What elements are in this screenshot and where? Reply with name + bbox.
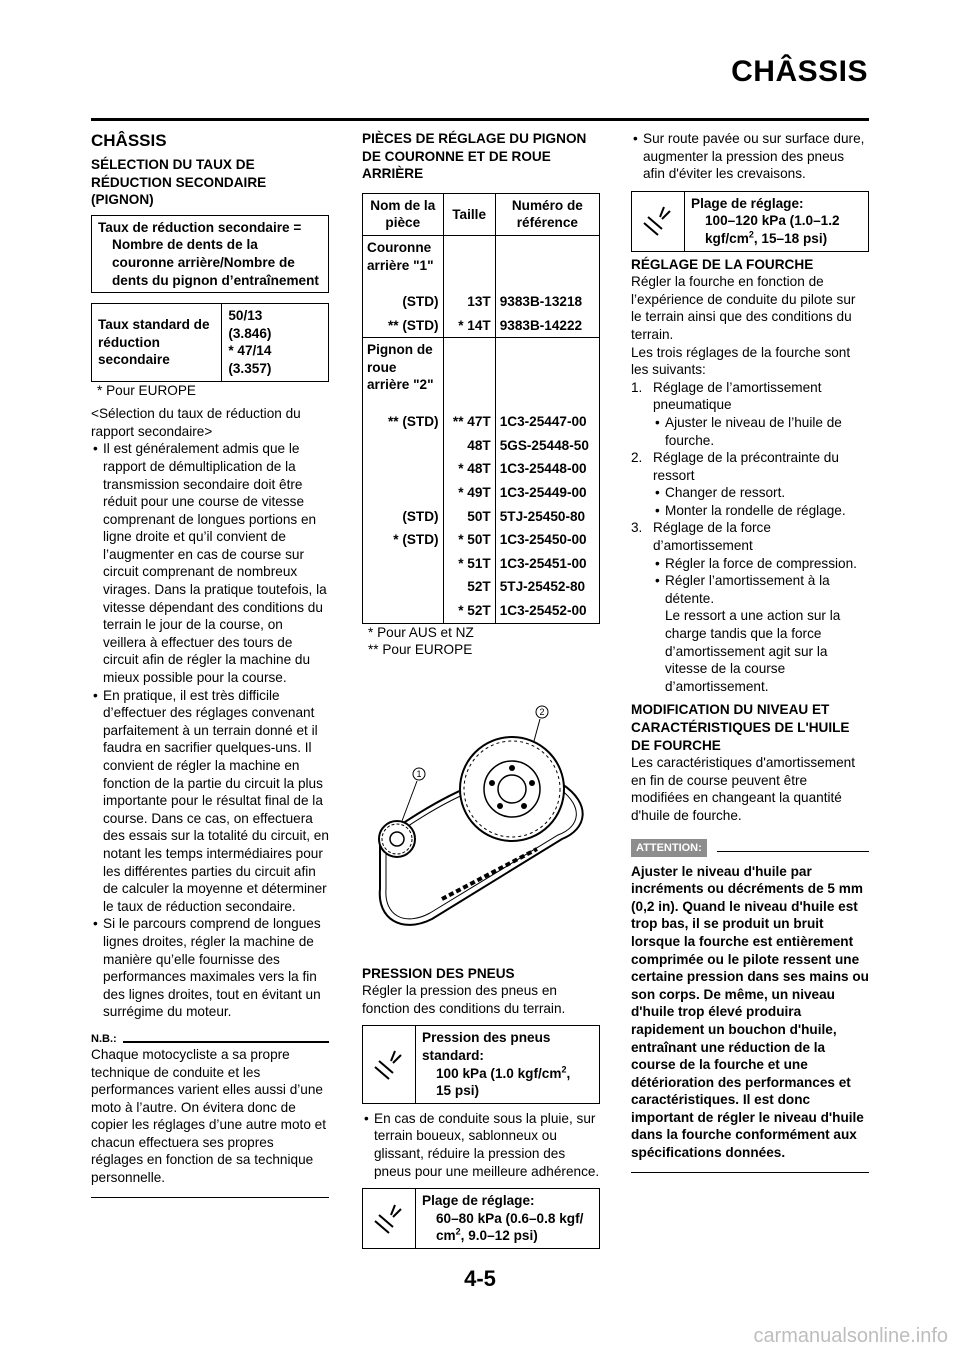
- bullet-item: • Si le parcours comprend de longues lignes droites, régler la machine de manière qu’elle fournisse des performances maximales vers la fin des lignes droites, tout en évitant un surrégime du moteur.: [91, 915, 329, 1021]
- row-ref: 1C3-25449-00: [495, 481, 599, 505]
- attention-end-rule: [631, 1172, 869, 1174]
- table-row: [363, 505, 600, 529]
- row-ref: 5GS-25448-50: [495, 434, 599, 458]
- std-value-1: 50/13: [228, 308, 263, 324]
- attention-rule: [717, 851, 869, 853]
- row-note: [363, 434, 444, 458]
- spec2-line1: Plage de réglage:: [422, 1193, 535, 1209]
- spec1-line3: 15 psi): [436, 1083, 480, 1099]
- section-title: CHÂSSIS: [91, 131, 167, 150]
- table-row: [363, 599, 600, 623]
- sub-bullet: • Changer de ressort.: [653, 484, 869, 502]
- callout-2-label: 2: [539, 706, 545, 717]
- spec1-line2a: 100 kPa (1.0 kgf/cm: [436, 1065, 562, 1081]
- row-size: 50T: [443, 505, 495, 529]
- row-ref: 1C3-25447-00: [495, 410, 599, 434]
- row-note: ** (STD): [363, 410, 444, 434]
- footnote-europe: ** Pour EUROPE: [368, 642, 473, 658]
- wrench-icon: [632, 192, 685, 251]
- table-row: [363, 290, 600, 314]
- parts-title: PIÈCES DE RÉGLAGE DU PIGNON DE COURONNE ET DE ROUE ARRIÈRE: [362, 131, 587, 182]
- row-ref: 1C3-25452-00: [495, 599, 599, 623]
- spec3-line1: Plage de réglage:: [691, 195, 804, 211]
- table-row: [363, 552, 600, 576]
- row-size: * 51T: [443, 552, 495, 576]
- page-number: 4-5: [464, 1266, 496, 1291]
- row-size: 48T: [443, 434, 495, 458]
- table-row: [363, 457, 600, 481]
- header-rule: [91, 118, 869, 121]
- item-number: 3.: [631, 520, 643, 536]
- item-text: Réglage de la force d’amortissement: [653, 520, 771, 554]
- row-ref: 1C3-25448-00: [495, 457, 599, 481]
- spec1-line1: Pression des pneus standard:: [422, 1030, 551, 1064]
- row-ref: 1C3-25450-00: [495, 528, 599, 552]
- spec-box-paved-range: [631, 191, 869, 252]
- nb-rule: [123, 1041, 329, 1043]
- row-note: [363, 481, 444, 505]
- spec2-line3b: , 9.0–12 psi): [460, 1228, 538, 1244]
- column-middle: [362, 130, 600, 1249]
- bullet-item: • En cas de conduite sous la pluie, sur terrain boueux, sablonneux ou glissant, réduire la pression des pneus pour une meilleure adhérence.: [362, 1110, 600, 1180]
- group-name: Couronne arrière "1": [363, 235, 444, 290]
- attention-badge: ATTENTION:: [631, 839, 707, 857]
- ratio-formula-box: [91, 215, 329, 293]
- row-note: [363, 599, 444, 623]
- sub-bullet: • Ajuster le niveau de l’huile de fourche.: [653, 414, 869, 449]
- bullet-item: • Il est généralement admis que le rapport de démultiplication de la transmission secondaire doit être réduit pour une course de vitesse comprenant de longues portions en ligne droite et qu’il convient de l’augmenter en cas de course sur circuit comprenant de nombreux virages. Dans la pratique toutefois, la vitesse dépendant des conditions du terrain le jour de la course, on veillera à effectuer des tours de circuit afin de régler la machine du mieux possible pour la course.: [91, 440, 329, 686]
- tire-intro: Régler la pression des pneus en fonction des conditions du terrain.: [362, 983, 566, 1016]
- wrench-icon: [363, 1026, 416, 1102]
- fork-intro-2: Les trois réglages de la fourche sont les suivants:: [631, 344, 851, 378]
- row-size: 52T: [443, 575, 495, 599]
- table-row: [363, 481, 600, 505]
- page-header-title: CHÂSSIS: [731, 55, 868, 88]
- table-row: [363, 434, 600, 458]
- sprocket-chain-illustration: [362, 689, 600, 959]
- sub-bullet: • Régler la force de compression.: [653, 555, 869, 573]
- standard-ratio-values: [222, 304, 329, 381]
- nb-text: Chaque motocycliste a sa propre technique de conduite et les performances varient elles aussi d’une moto à l’autre. On évitera donc de copier les réglages d’une autre moto et chacun effectuera ses propres réglages en fonction de sa technique personnelle.: [91, 1046, 327, 1186]
- spec3-line3a: kgf/cm: [705, 230, 749, 246]
- sprocket-chain-diagram: [362, 689, 600, 959]
- spec1-sup: 2: [561, 1064, 567, 1075]
- ratio-formula-first: Taux de réduction secondaire =: [98, 219, 302, 235]
- footnote-aus: * Pour AUS et NZ: [368, 624, 474, 640]
- row-size: * 14T: [443, 314, 495, 338]
- row-note: * (STD): [363, 528, 444, 552]
- nb-end-rule: [91, 1197, 329, 1199]
- row-note: (STD): [363, 290, 444, 314]
- callout-1-label: 1: [416, 768, 422, 779]
- footnote-europe: * Pour EUROPE: [97, 382, 196, 398]
- subsection-title: SÉLECTION DU TAUX DE RÉDUCTION SECONDAIRE (PIGNON): [91, 157, 267, 208]
- row-note: ** (STD): [363, 314, 444, 338]
- attention-text: Ajuster le niveau d'huile par incréments ou décréments de 5 mm (0,2 in). Quand le niveau d'huile est trop bas, il se produit un bruit lorsque la fourche est entièrement comprimée ou le pilote ressent une certaine pression dans ses mains ou son corps. De même, un niveau d'huile trop élevé produira rapidement un bouchon d'huile, entraînant une réduction de la course de la fourche et une détérioration des performances et caractéristiques. Il est donc important de régler le niveau d'huile dans la fourche conformément aux spécifications données.: [631, 863, 869, 1161]
- nb-note: [91, 1033, 329, 1198]
- row-size: * 49T: [443, 481, 495, 505]
- col-header-name: Nom de la pièce: [363, 193, 444, 235]
- bullet-item: • En pratique, il est très difficile d’effectuer des réglages convenant parfaitement à un terrain donné et il faudra en sacrifier quelques-uns. Il convient de régler la machine en fonction de la partie du circuit la plus importante pour le résultat final de la course. Dans ce cas, on effectuera des essais sur la totalité du circuit, en notant les temps intermédiaires pour les différentes parties du circuit afin de calculer la moyenne et déterminer le taux de réduction secondaire.: [91, 687, 329, 916]
- wrench-icon: [363, 1189, 416, 1248]
- standard-ratio-label: Taux standard de réduction secondaire: [92, 304, 222, 381]
- spec2-line2: 60–80 kPa (0.6–0.8 kgf/: [436, 1210, 584, 1226]
- row-ref: 5TJ-25450-80: [495, 505, 599, 529]
- numbered-item-2: [631, 449, 869, 484]
- group-name: Pignon de roue arrière "2": [363, 338, 444, 411]
- std-value-2: (3.846): [228, 325, 272, 341]
- parts-table-body: [363, 235, 600, 623]
- front-sprocket: [379, 821, 415, 857]
- table-row: [363, 410, 600, 434]
- spec2-line3a: cm: [436, 1228, 456, 1244]
- row-note: [363, 457, 444, 481]
- item3-note: Le ressort a une action sur la charge tandis que la force d’amortissement agit sur la vitesse de la course d’amortissement.: [665, 608, 841, 694]
- spec1-line2b: ,: [566, 1065, 571, 1081]
- column-left: [91, 130, 329, 1198]
- table-row: [363, 314, 600, 338]
- std-value-4: (3.357): [228, 360, 272, 376]
- row-ref: 1C3-25451-00: [495, 552, 599, 576]
- row-note: [363, 552, 444, 576]
- fork-title: RÉGLAGE DE LA FOURCHE: [631, 256, 814, 272]
- modification-text: Les caractéristiques d'amortissement en fin de course peuvent être modifiées en changeant la quantité d'huile de fourche.: [631, 755, 855, 823]
- selection-heading: <Sélection du taux de réduction du rapport secondaire>: [91, 406, 301, 439]
- rear-sprocket: [460, 737, 564, 841]
- row-size: * 50T: [443, 528, 495, 552]
- table-row: [363, 575, 600, 599]
- attention-block: [631, 839, 869, 1174]
- watermark: carmanualsonline.info: [753, 1325, 948, 1347]
- row-ref: 9383B-14222: [495, 314, 599, 338]
- tire-title: PRESSION DES PNEUS: [362, 965, 515, 981]
- parts-table: [362, 193, 600, 624]
- table-row: [363, 528, 600, 552]
- row-size: ** 47T: [443, 410, 495, 434]
- row-ref: 5TJ-25452-80: [495, 575, 599, 599]
- row-ref: 9383B-13218: [495, 290, 599, 314]
- spec2-sup: 2: [455, 1226, 461, 1237]
- column-right: [631, 130, 869, 1173]
- row-size: * 48T: [443, 457, 495, 481]
- ratio-formula-rest: Nombre de dents de la couronne arrière/Nombre de dents du pignon d’entraînement: [112, 237, 319, 288]
- nb-label: N.B.:: [91, 1032, 117, 1045]
- item-number: 1.: [631, 379, 643, 395]
- numbered-item-1: [631, 379, 869, 414]
- item-number: 2.: [631, 450, 643, 466]
- row-note: (STD): [363, 505, 444, 529]
- modification-title: MODIFICATION DU NIVEAU ET CARACTÉRISTIQUES DE L'HUILE DE FOURCHE: [631, 702, 850, 753]
- col-header-size: Taille: [443, 193, 495, 235]
- row-note: [363, 575, 444, 599]
- sub-bullet: • Monter la rondelle de réglage.: [653, 502, 869, 520]
- item-text: Réglage de la précontrainte du ressort: [653, 450, 839, 483]
- row-size: 13T: [443, 290, 495, 314]
- row-size: * 52T: [443, 599, 495, 623]
- spec3-line3b: , 15–18 psi): [753, 230, 828, 246]
- fork-intro: Régler la fourche en fonction de l’expérience de conduite du pilote sur le terrain ainsi que des conditions du terrain.: [631, 274, 856, 342]
- spec-box-rain-range: [362, 1188, 600, 1249]
- numbered-item-3: [631, 519, 869, 554]
- sub-bullet: • Régler l’amortissement à la détente.: [653, 572, 869, 607]
- standard-ratio-table: [91, 303, 329, 381]
- spec3-line2: 100–120 kPa (1.0–1.2: [705, 213, 840, 229]
- bullet-item: • Sur route pavée ou sur surface dure, augmenter la pression des pneus afin d'éviter les crevaisons.: [631, 130, 869, 183]
- col-header-ref: Numéro de référence: [495, 193, 599, 235]
- item-text: Réglage de l’amortissement pneumatique: [653, 379, 822, 413]
- spec-box-standard-pressure: [362, 1025, 600, 1103]
- std-value-3: * 47/14: [228, 343, 272, 359]
- spec3-sup: 2: [748, 229, 754, 240]
